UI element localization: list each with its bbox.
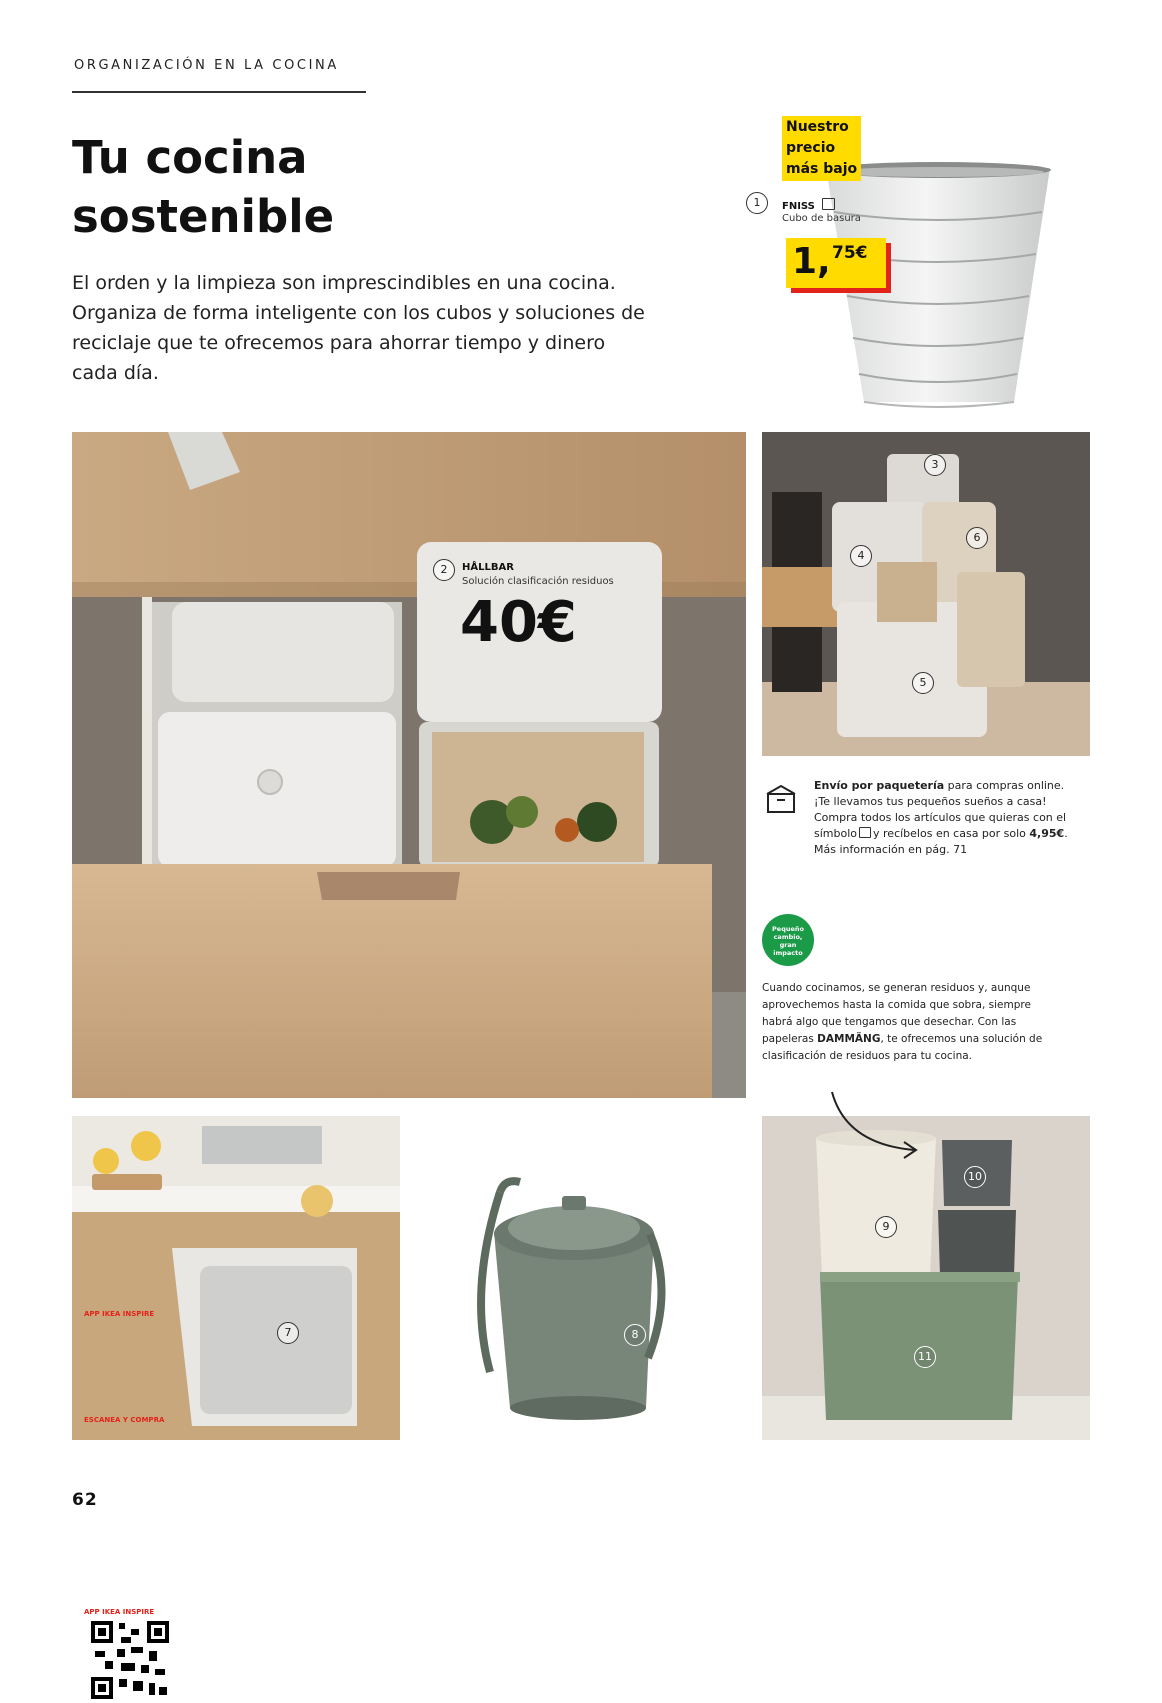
tag-line-2: precio [786, 140, 836, 156]
price-decimal: 75€ [832, 243, 868, 263]
shipping-lead: Envío por paquetería [814, 779, 945, 792]
badge-line2: cambio, [773, 933, 803, 941]
shipping-line2: ¡Te llevamos tus pequeños sueños a casa! [814, 795, 1047, 808]
product-number-1: 1 [746, 192, 768, 214]
small-change-badge [762, 914, 814, 966]
marker-11: 11 [914, 1346, 936, 1368]
hallbar-drawer-photo[interactable] [72, 432, 746, 1098]
page-title [72, 128, 492, 246]
section-label: ORGANIZACIÓN EN LA COCINA [74, 58, 339, 73]
marker-6: 6 [966, 527, 988, 549]
green-compost-bucket-image[interactable] [460, 1172, 690, 1432]
lowest-price-tag [782, 116, 861, 181]
marker-10: 10 [964, 1166, 986, 1188]
qr-bottom-label: ESCANEA Y COMPRA [84, 1416, 165, 1424]
shipping-info [814, 778, 1094, 858]
shipping-line4-a: símbolo [814, 827, 858, 840]
marker-5: 5 [912, 672, 934, 694]
intro-paragraph: El orden y la limpieza son imprescindibles en una cocina. Organiza de forma inteligente con los cubos y soluciones de reciclaje que te ofrecemos para ahorrar tiempo y dinero cada día. [72, 272, 645, 384]
shipping-line4-end: . [1064, 827, 1068, 840]
sustain-text-a: Cuando cocinamos, se generan residuos y, aunque aprovechemos hasta la comida que sobra, siempre habrá algo que tengamos que desechar. Con las papeleras [762, 982, 1031, 1045]
price-integer: 1, [792, 241, 831, 282]
qr-code-icon[interactable] [88, 1618, 172, 1702]
marker-4: 4 [850, 545, 872, 567]
hallbar-name: HÅLLBAR [462, 562, 514, 573]
marker-3: 3 [924, 454, 946, 476]
badge-line4: impacto [773, 949, 803, 957]
shipping-line1: para compras online. [944, 779, 1065, 792]
shipping-line4-b: y recíbelos en casa por solo [873, 827, 1030, 840]
fniss-name: FNISS [782, 201, 815, 212]
qr-top-label: APP IKEA INSPIRE [84, 1608, 155, 1616]
marker-8: 8 [624, 1324, 646, 1346]
section-divider [72, 91, 366, 93]
page-number: 62 [72, 1490, 98, 1510]
sustainability-paragraph [762, 980, 1052, 1065]
fniss-desc: Cubo de basura [782, 213, 861, 224]
fniss-info [782, 194, 861, 224]
marker-7: 7 [277, 1322, 299, 1344]
title-line-2: sostenible [72, 190, 335, 243]
arrow-icon [826, 1088, 926, 1172]
tag-line-3: más bajo [786, 161, 858, 177]
storage-bins-photo[interactable] [762, 432, 1090, 756]
badge-line3: gran [779, 941, 797, 949]
product-number-2: 2 [433, 559, 455, 581]
shipping-line5: Más información en pág. 71 [814, 843, 968, 856]
delivery-box-icon [822, 198, 835, 210]
shipping-box-icon [764, 782, 798, 820]
hallbar-price: 40€ [460, 590, 577, 655]
marker-9: 9 [875, 1216, 897, 1238]
qr-top-label-visible: APP IKEA INSPIRE [84, 1310, 155, 1318]
shipping-price: 4,95€ [1029, 827, 1065, 840]
delivery-symbol-icon [859, 827, 871, 838]
hallbar-desc: Solución clasificación residuos [462, 576, 614, 587]
sustain-text-b: , te ofrecemos una solución de clasificación de residuos para tu cocina. [762, 1033, 1043, 1062]
title-line-1: Tu cocina [72, 131, 308, 184]
shipping-line3: Compra todos los artículos que quieras con el [814, 811, 1067, 824]
dammang-brand: DAMMÄNG [817, 1033, 881, 1045]
dammang-bins-photo[interactable] [762, 1116, 1090, 1440]
tag-line-1: Nuestro [786, 119, 849, 135]
fniss-price [786, 238, 886, 288]
badge-line1: Pequeño [772, 925, 804, 933]
